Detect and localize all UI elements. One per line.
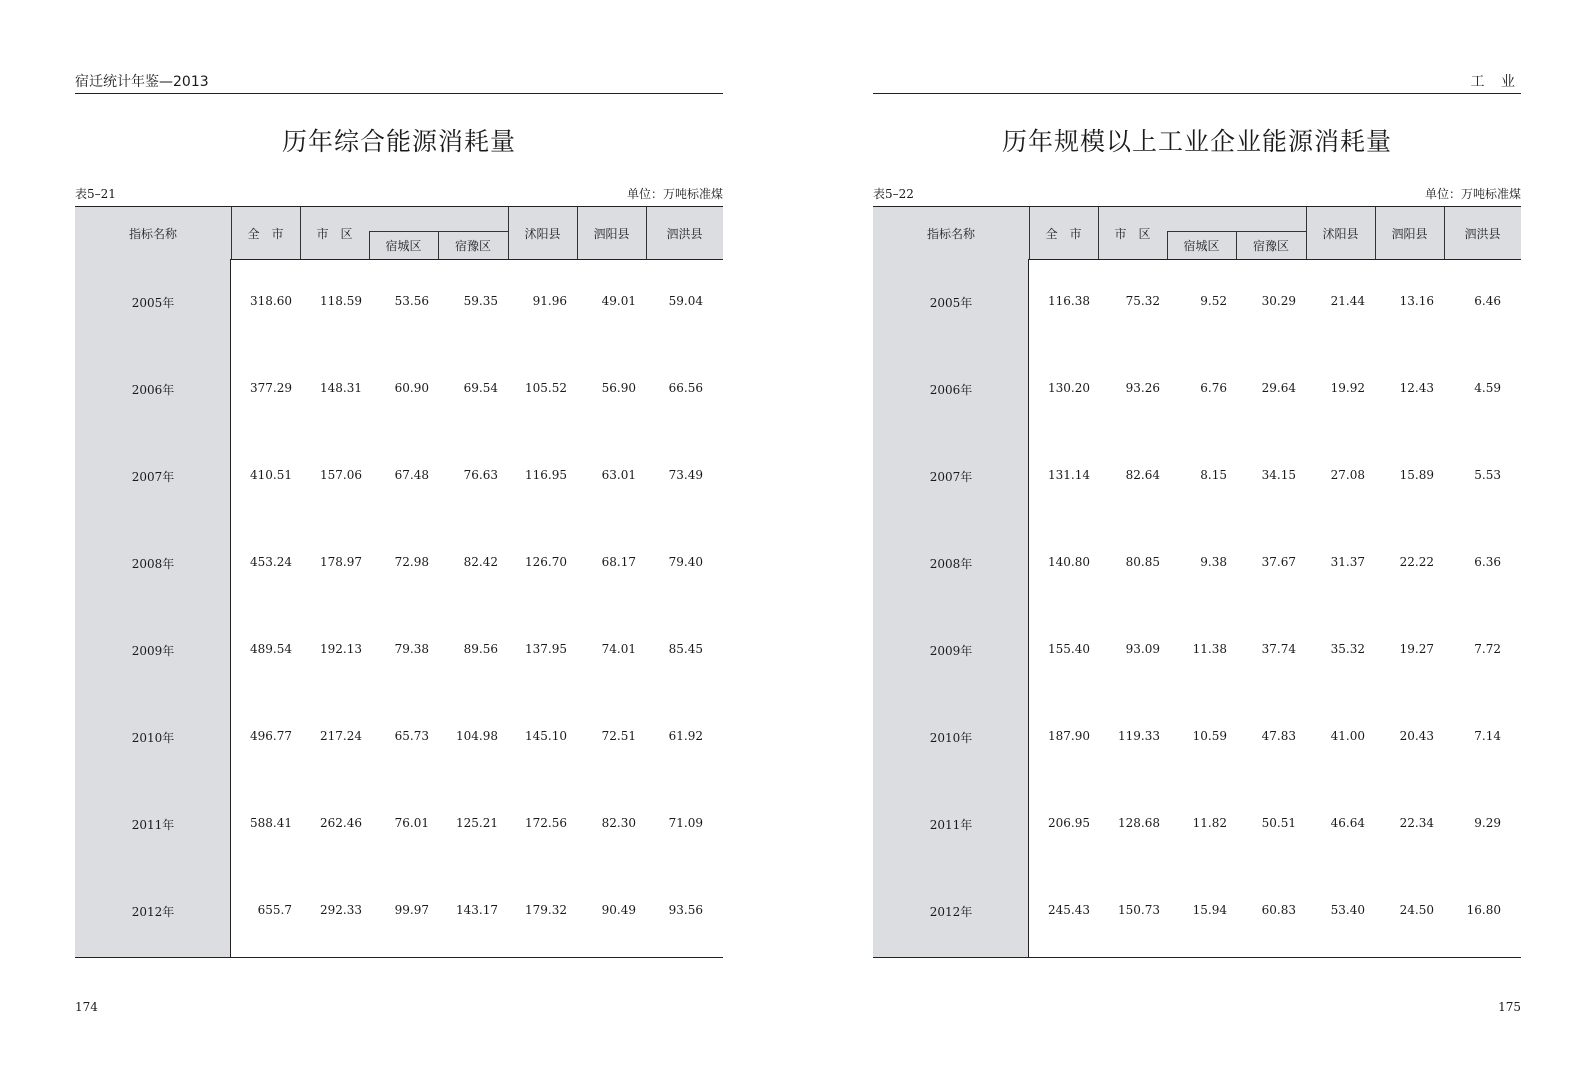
table-cell: 130.20 [1048, 381, 1090, 395]
table-cell: 68.17 [601, 555, 636, 569]
table-cell: 72.98 [394, 555, 429, 569]
page-title: 历年综合能源消耗量 [281, 127, 516, 156]
table-cell: 655.7 [257, 903, 292, 917]
table-cell: 82.42 [463, 555, 498, 569]
table-cell: 37.74 [1261, 642, 1296, 656]
table-cell: 35.32 [1330, 642, 1365, 656]
table-cell: 588.41 [250, 816, 292, 830]
table-cell: 31.37 [1330, 555, 1365, 569]
header-sucheng: 宿城区 [1183, 238, 1220, 253]
table-row [75, 607, 723, 694]
table-cell: 125.21 [456, 816, 498, 830]
table-number: 表5–21 [75, 187, 116, 201]
table-cell: 37.67 [1261, 555, 1296, 569]
table-cell: 119.33 [1118, 729, 1160, 743]
table-cell: 56.90 [601, 381, 636, 395]
table-row [75, 520, 723, 607]
table-cell: 93.09 [1125, 642, 1160, 656]
table-cell: 12.43 [1399, 381, 1434, 395]
table-cell: 155.40 [1048, 642, 1090, 656]
table-cell: 34.15 [1261, 468, 1296, 482]
table-cell: 47.83 [1261, 729, 1296, 743]
row-year: 2005年 [929, 296, 973, 310]
table-cell: 8.15 [1200, 468, 1227, 482]
table-row [873, 868, 1521, 955]
row-year: 2006年 [929, 383, 973, 397]
header-sihong: 泗洪县 [1464, 226, 1501, 241]
table-cell: 137.95 [525, 642, 567, 656]
table-cell: 6.36 [1474, 555, 1501, 569]
table-cell: 148.31 [320, 381, 362, 395]
table-cell: 67.48 [394, 468, 429, 482]
table-row [873, 346, 1521, 433]
table-cell: 71.09 [668, 816, 703, 830]
data-table [75, 206, 723, 958]
table-cell: 140.80 [1048, 555, 1090, 569]
table-cell: 104.98 [456, 729, 498, 743]
table-cell: 20.43 [1399, 729, 1434, 743]
table-cell: 61.92 [668, 729, 703, 743]
unit-label: 单位：万吨标准煤 [1424, 187, 1521, 201]
table-cell: 21.44 [1330, 294, 1365, 308]
table-cell: 85.45 [668, 642, 703, 656]
row-year: 2007年 [929, 470, 973, 484]
header-whole-city: 全 市 [247, 226, 284, 241]
header-shuyang: 沭阳县 [524, 226, 561, 241]
table-header [75, 207, 723, 260]
row-year: 2011年 [929, 818, 973, 832]
table-cell: 116.38 [1048, 294, 1090, 308]
row-year: 2006年 [131, 383, 175, 397]
unit-label: 单位：万吨标准煤 [626, 187, 723, 201]
header-urban: 市 区 [1114, 226, 1151, 241]
row-year: 2012年 [131, 905, 175, 919]
table-cell: 19.92 [1330, 381, 1365, 395]
table-cell: 22.22 [1399, 555, 1434, 569]
table-cell: 76.01 [394, 816, 429, 830]
table-cell: 9.29 [1474, 816, 1501, 830]
table-cell: 206.95 [1048, 816, 1090, 830]
table-cell: 11.38 [1192, 642, 1227, 656]
table-row [75, 868, 723, 955]
table-cell: 11.82 [1192, 816, 1227, 830]
page-title: 历年规模以上工业企业能源消耗量 [1001, 127, 1392, 156]
table-cell: 29.64 [1261, 381, 1296, 395]
table-cell: 9.38 [1200, 555, 1227, 569]
table-cell: 93.56 [668, 903, 703, 917]
table-cell: 453.24 [250, 555, 292, 569]
table-header [873, 207, 1521, 260]
row-year: 2008年 [131, 557, 175, 571]
table-cell: 79.40 [668, 555, 703, 569]
table-row [873, 781, 1521, 868]
table-cell: 126.70 [525, 555, 567, 569]
header-suyu: 宿豫区 [1252, 238, 1289, 253]
table-cell: 50.51 [1261, 816, 1296, 830]
table-body [75, 259, 723, 957]
table-cell: 73.49 [668, 468, 703, 482]
row-year: 2010年 [131, 731, 175, 745]
table-cell: 10.59 [1192, 729, 1227, 743]
table-cell: 192.13 [320, 642, 362, 656]
left-page [75, 0, 723, 1077]
table-cell: 22.34 [1399, 816, 1434, 830]
table-cell: 63.01 [601, 468, 636, 482]
table-cell: 30.29 [1261, 294, 1296, 308]
table-row [873, 259, 1521, 346]
table-cell: 19.27 [1399, 642, 1434, 656]
table-cell: 179.32 [525, 903, 567, 917]
table-cell: 75.32 [1125, 294, 1160, 308]
table-cell: 118.59 [320, 294, 362, 308]
table-cell: 82.30 [601, 816, 636, 830]
table-cell: 178.97 [320, 555, 362, 569]
table-cell: 16.80 [1466, 903, 1501, 917]
table-cell: 74.01 [601, 642, 636, 656]
table-cell: 90.49 [601, 903, 636, 917]
header-indicator: 指标名称 [926, 226, 975, 241]
row-year: 2011年 [131, 818, 175, 832]
table-row [75, 433, 723, 520]
table-cell: 145.10 [525, 729, 567, 743]
table-cell: 46.64 [1330, 816, 1365, 830]
table-cell: 7.72 [1474, 642, 1501, 656]
table-cell: 99.97 [394, 903, 429, 917]
table-cell: 150.73 [1118, 903, 1160, 917]
running-head: 工 业 [873, 73, 1521, 94]
table-row [873, 607, 1521, 694]
table-cell: 59.35 [463, 294, 498, 308]
table-cell: 172.56 [525, 816, 567, 830]
table-cell: 80.85 [1125, 555, 1160, 569]
table-row [75, 694, 723, 781]
table-cell: 60.90 [394, 381, 429, 395]
right-page [873, 0, 1521, 1077]
table-cell: 6.76 [1200, 381, 1227, 395]
table-cell: 72.51 [601, 729, 636, 743]
table-cell: 15.89 [1399, 468, 1434, 482]
table-cell: 410.51 [250, 468, 292, 482]
table-cell: 217.24 [320, 729, 362, 743]
page-number: 175 [1498, 1000, 1521, 1014]
table-cell: 262.46 [320, 816, 362, 830]
table-cell: 24.50 [1399, 903, 1434, 917]
row-year: 2005年 [131, 296, 175, 310]
table-cell: 157.06 [320, 468, 362, 482]
table-cell: 4.59 [1474, 381, 1501, 395]
table-cell: 53.56 [394, 294, 429, 308]
row-year: 2010年 [929, 731, 973, 745]
page-number: 174 [75, 1000, 98, 1014]
table-cell: 131.14 [1048, 468, 1090, 482]
table-number: 表5–22 [873, 187, 914, 201]
header-indicator: 指标名称 [128, 226, 177, 241]
table-cell: 105.52 [525, 381, 567, 395]
row-year: 2008年 [929, 557, 973, 571]
table-cell: 318.60 [250, 294, 292, 308]
table-row [873, 694, 1521, 781]
table-cell: 187.90 [1048, 729, 1090, 743]
table-cell: 66.56 [668, 381, 703, 395]
table-cell: 7.14 [1474, 729, 1501, 743]
table-row [75, 781, 723, 868]
table-cell: 69.54 [463, 381, 498, 395]
table-row [873, 520, 1521, 607]
table-row [75, 259, 723, 346]
table-cell: 6.46 [1474, 294, 1501, 308]
table-cell: 89.56 [463, 642, 498, 656]
row-year: 2009年 [929, 644, 973, 658]
table-cell: 53.40 [1330, 903, 1365, 917]
row-year: 2012年 [929, 905, 973, 919]
table-row [873, 433, 1521, 520]
header-siyang: 泗阳县 [593, 226, 630, 241]
table-cell: 489.54 [250, 642, 292, 656]
table-cell: 15.94 [1192, 903, 1227, 917]
table-cell: 82.64 [1125, 468, 1160, 482]
header-whole-city: 全 市 [1045, 226, 1082, 241]
table-cell: 245.43 [1048, 903, 1090, 917]
table-cell: 13.16 [1399, 294, 1434, 308]
header-siyang: 泗阳县 [1391, 226, 1428, 241]
header-sucheng: 宿城区 [385, 238, 422, 253]
table-cell: 143.17 [456, 903, 498, 917]
table-cell: 9.52 [1200, 294, 1227, 308]
table-cell: 59.04 [668, 294, 703, 308]
table-cell: 496.77 [250, 729, 292, 743]
table-cell: 27.08 [1330, 468, 1365, 482]
table-cell: 91.96 [532, 294, 567, 308]
table-cell: 60.83 [1261, 903, 1296, 917]
running-head: 宿迁统计年鉴—2013 [75, 73, 723, 94]
data-table [873, 206, 1521, 958]
table-cell: 377.29 [250, 381, 292, 395]
header-sihong: 泗洪县 [666, 226, 703, 241]
header-shuyang: 沭阳县 [1322, 226, 1359, 241]
header-suyu: 宿豫区 [454, 238, 491, 253]
header-urban: 市 区 [316, 226, 353, 241]
table-row [75, 346, 723, 433]
table-cell: 128.68 [1118, 816, 1160, 830]
table-cell: 292.33 [320, 903, 362, 917]
row-year: 2007年 [131, 470, 175, 484]
table-cell: 41.00 [1330, 729, 1365, 743]
row-year: 2009年 [131, 644, 175, 658]
table-cell: 65.73 [394, 729, 429, 743]
table-cell: 5.53 [1474, 468, 1501, 482]
table-body [873, 259, 1521, 957]
table-cell: 76.63 [463, 468, 498, 482]
table-cell: 49.01 [601, 294, 636, 308]
table-cell: 116.95 [525, 468, 567, 482]
table-cell: 79.38 [394, 642, 429, 656]
table-cell: 93.26 [1125, 381, 1160, 395]
